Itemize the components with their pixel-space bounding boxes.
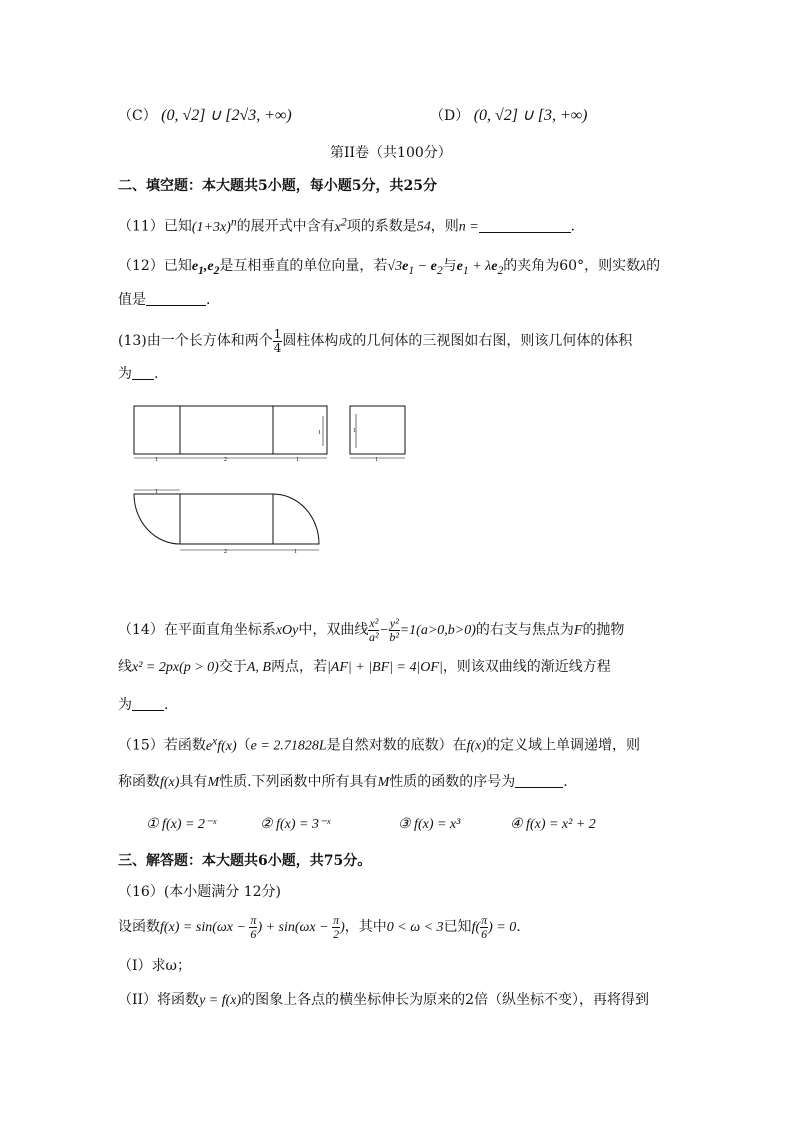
q12-text-e: 的	[646, 258, 661, 274]
q11-text-d: ，则	[430, 218, 459, 235]
q15-line1	[118, 731, 640, 757]
dim-top-1: 1	[294, 549, 297, 555]
q16-yfx: y = f(x)	[199, 993, 242, 1008]
q16-text-b: ，其中	[344, 919, 387, 935]
q15-text-g: 性质.下列函数中所有具有	[219, 774, 378, 790]
q15-fx: f(x)	[466, 738, 487, 754]
q14-period: .	[164, 697, 169, 713]
q12-text-b: 是互相垂直的单位向量，若	[219, 258, 388, 274]
q14-text-e: 线	[118, 659, 132, 675]
q15-M: M	[207, 775, 220, 790]
q16-function: f(x) = sin(ωx − $\frac{\pi}{6}$ ) + sin(ωx − $\frac{\pi}{2}$ )	[160, 913, 345, 942]
q15-text-e: 称函数	[118, 774, 160, 790]
q13-blank[interactable]	[132, 365, 154, 380]
q15-option-3: ③ f(x) = x³	[398, 817, 461, 832]
q11-blank[interactable]	[479, 218, 571, 233]
q14-line3	[118, 695, 168, 715]
q11-n: n =	[458, 219, 479, 235]
q12-blank[interactable]	[146, 291, 206, 306]
q12-vec2: $e_1 + \lambda e_2$	[456, 259, 504, 277]
q11-term: $x^2$	[334, 215, 347, 235]
q13-frac-num: 1	[273, 326, 282, 341]
q16-text-p2a: （II）将函数	[118, 992, 200, 1008]
q16-line1	[118, 912, 521, 943]
q13-line2	[118, 364, 158, 384]
solve-title: 三、解答题：本大题共6小题，共75分。	[118, 853, 372, 869]
section2-title: 第II卷（共100分）	[330, 145, 452, 161]
option-c-label: （C）	[118, 108, 157, 124]
q13-frac-den: 4	[273, 340, 282, 355]
q16-text-c: 已知	[443, 919, 472, 935]
q15-text-d: 的定义域上单调递增，则	[486, 737, 641, 754]
q12-lambda: λ	[640, 259, 647, 274]
option-c	[118, 106, 292, 126]
q15-option-1: ① f(x) = 2⁻ˣ	[146, 817, 217, 832]
q14-text-b: 中，双曲线	[298, 622, 369, 638]
q15-period: .	[563, 774, 568, 790]
q13-fraction	[273, 328, 283, 355]
q16-part2	[118, 990, 649, 1011]
q14-xoy: xOy	[275, 623, 299, 638]
q14-F: F	[573, 623, 583, 638]
q13-text-b: 圆柱体构成的几何体的三视图如右图，则该几何体的体积	[282, 333, 633, 349]
dim-front-3: 1	[296, 457, 299, 463]
q14-condition: |AF| + |BF| = 4|OF|	[326, 660, 443, 675]
q15-option-2: ② f(x) = 3⁻ˣ	[260, 817, 331, 832]
three-view-figure	[128, 400, 448, 570]
q12-text-a: （12）已知	[118, 258, 192, 274]
dim-top-2: 2	[224, 549, 227, 555]
q15-blank[interactable]	[515, 773, 563, 788]
q15-text-h: 性质的函数的序号为	[389, 774, 516, 790]
q14-text-a: （14）在平面直角坐标系	[118, 622, 276, 638]
q14-text-c: 的右支与焦点为	[475, 622, 574, 638]
q14-text-i: 为	[118, 697, 132, 713]
q14-hyperbola: $\frac{\text{x²}}{\text{a²}}$ − $\frac{\text{y²}}{\text{b²}}$ =1(a>0,b>0)	[369, 616, 476, 645]
q15-M2: M	[377, 775, 390, 790]
q12-line1	[118, 256, 660, 281]
q15-line2	[118, 772, 568, 793]
q13-period: .	[154, 366, 159, 382]
option-c-expr: (0, √2] ∪ [2√3, +∞)	[161, 107, 292, 124]
q11-expr: $(1+3x)^n$	[191, 215, 237, 235]
dim-front-height: 1	[318, 430, 321, 436]
q15-exf: $e^xf(x)$	[205, 734, 237, 754]
q15-option-4: ④ f(x) = x² + 2	[510, 817, 596, 832]
q11-text-b: 的展开式中含有	[236, 218, 335, 235]
option-d	[430, 106, 588, 126]
q12-vectors: $e_1,e_2$	[191, 259, 220, 277]
q16-range: 0 < ω < 3	[386, 920, 444, 935]
q14-line2	[118, 657, 611, 678]
q16-condition: f( $\frac{\pi}{6}$ ) = 0	[471, 913, 517, 942]
q14-parabola: x² = 2px(p > 0)	[132, 660, 219, 675]
option-d-label: （D）	[430, 108, 470, 124]
dim-side-height: 1	[353, 428, 356, 434]
q12-text-c: 与	[442, 258, 457, 274]
q15-text-a: （15）若函数	[118, 737, 206, 754]
q14-line1	[118, 615, 624, 646]
q14-text-g: 两点，若	[270, 659, 327, 675]
q11-text-c: 项的系数是	[346, 218, 417, 235]
dim-front-1: 1	[155, 457, 158, 463]
q11-text-a: （11）已知	[118, 218, 192, 235]
fill-title: 二、填空题：本大题共5小题，每小题5分，共25分	[118, 178, 437, 194]
q12-line2	[118, 290, 210, 310]
q14-AB: A, B	[246, 660, 271, 675]
q13-text-c: 为	[118, 366, 132, 382]
dim-top-radius: 1	[155, 489, 158, 495]
q11	[118, 212, 575, 238]
q15-text-b: （	[236, 737, 251, 754]
q11-value: 54	[416, 219, 431, 235]
q12-text-f: 值是	[118, 292, 146, 308]
q12-text-d: 的夹角为60°，则实数	[503, 258, 641, 274]
q16-text-a: 设函数	[118, 919, 160, 935]
dim-side-width: 1	[375, 457, 378, 463]
q15-e-value: e = 2.71828L	[250, 738, 327, 754]
q11-period: .	[570, 218, 576, 235]
q13-line1	[118, 326, 632, 356]
q14-text-f: 交于	[218, 659, 247, 675]
q14-text-d: 的抛物	[582, 622, 625, 638]
q16-text-p2b: 的图象上各点的横坐标伸长为原来的2倍（纵坐标不变），再将得到	[241, 992, 650, 1008]
q12-period: .	[206, 292, 211, 308]
q16-period: .	[516, 919, 521, 935]
q16-head: （16）(本小题满分 12分)	[118, 884, 282, 900]
q14-blank[interactable]	[132, 696, 164, 711]
q12-vec1: $√3e_1 - e_2$	[387, 259, 443, 277]
q14-text-h: ，则该双曲线的渐近线方程	[442, 659, 611, 675]
q13-text-a: (13)由一个长方体和两个	[118, 333, 273, 349]
option-d-expr: (0, √2] ∪ [3, +∞)	[473, 107, 588, 124]
dim-front-2: 2	[224, 457, 227, 463]
q15-text-c: 是自然对数的底数）在	[326, 737, 467, 754]
q15-text-f: 具有	[179, 774, 208, 790]
q15-fx2: f(x)	[160, 775, 180, 790]
q16-part1: （I）求ω；	[118, 958, 191, 974]
